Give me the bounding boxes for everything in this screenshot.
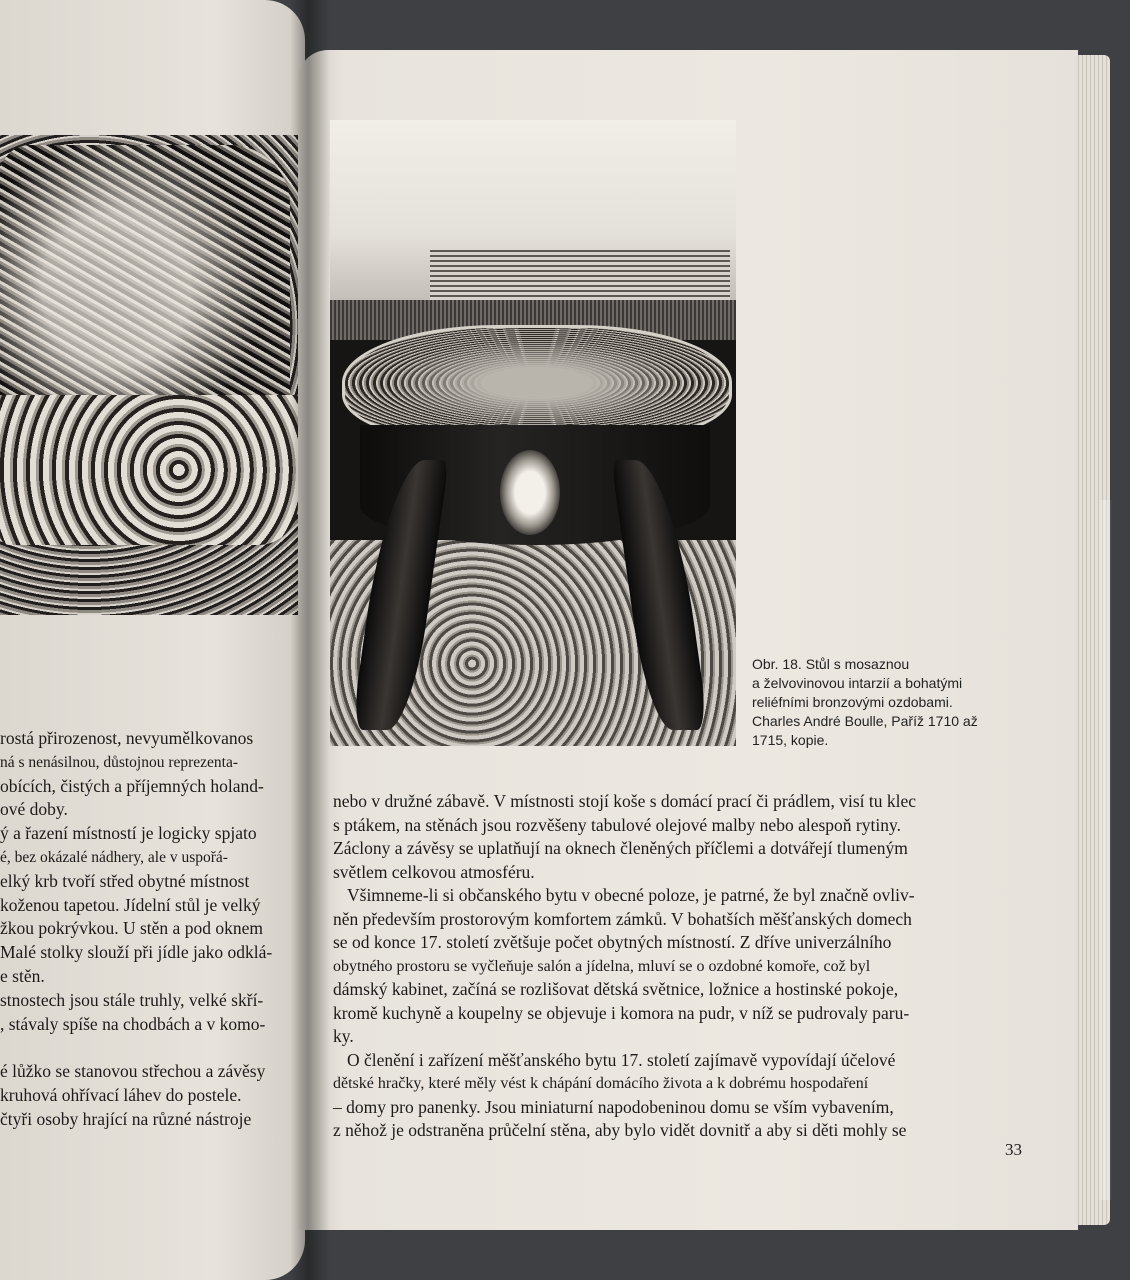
text-line: ové doby. (0, 799, 68, 820)
text-line: s ptákem, na stěnách jsou rozvěšeny tabulové olejové malby nebo alespoň rytiny. (333, 814, 901, 835)
text-line: Všimneme-li si občanského bytu v obecné poloze, je patrné, že byl značně ovliv- (347, 885, 915, 905)
caption-line: a želvovinovou intarzií a bohatými (752, 675, 963, 691)
text-line: elký krb tvoří střed obytné místnost (0, 870, 250, 891)
text-line: koženou tapetou. Jídelní stůl je velký (0, 894, 261, 915)
text-line: světlem celkovou atmosféru. (333, 861, 535, 882)
right-page-text (333, 790, 1023, 1143)
table-top (342, 325, 732, 441)
bronze-mount (500, 450, 560, 535)
text-line: žkou pokrývkou. U stěn a pod oknem (0, 918, 263, 939)
stacked-books (430, 250, 730, 305)
text-line: ý a řazení místností je logicky spjato (0, 823, 257, 844)
text-line: e stěn. (0, 965, 45, 986)
text-line: čtyři osoby hrající na různé nástroje (0, 1108, 252, 1129)
text-line: dětské hračky, které měly vést k chápání domácího života a k dobrému hospodaření (333, 1075, 869, 1092)
text-line: se od konce 17. století zvětšuje počet obytných místností. Z dříve univerzálního (333, 932, 892, 952)
left-page-text (0, 727, 305, 1132)
caption-line: Obr. 18. Stůl s mosaznou (752, 656, 910, 672)
text-line: O členění i zařízení měšťanského bytu 17. století zajímavě vypovídají účelové (347, 1049, 896, 1070)
caption-line: 1715, kopie. (752, 732, 829, 748)
sofa-seat-image (0, 395, 298, 545)
text-line: rostá přirozenost, nevyumělkovanos (0, 728, 254, 748)
caption-line: reliéfními bronzovými ozdobami. (752, 694, 953, 710)
sofa-photograph (0, 135, 298, 615)
text-line: stnostech jsou stále truhly, velké skří- (0, 989, 264, 1010)
text-line: kruhová ohřívací láhev do postele. (0, 1084, 242, 1105)
text-line: Záclony a závěsy se uplatňují na oknech členěných příčlemi a dotvářejí tlumeným (333, 838, 908, 858)
text-line: é, bez okázalé nádhery, ale v uspořá- (0, 848, 228, 866)
text-line: ky. (333, 1026, 354, 1046)
text-line: , stávaly spíše na chodbách a v komo- (0, 1013, 266, 1034)
text-line: kromě kuchyně a koupelny se objevuje i komora na pudr, v níž se pudrovaly paru- (333, 1002, 910, 1023)
text-line: – domy pro panenky. Jsou miniaturní napodobeninou domu se vším vybavením, (333, 1096, 894, 1117)
table-photograph (330, 120, 736, 746)
text-line: obících, čistých a příjemných holand- (0, 775, 264, 796)
text-line (0, 1036, 305, 1060)
text-line: Malé stolky slouží při jídle jako odklá- (0, 942, 273, 963)
text-line: dámský kabinet, začíná se rozlišovat dětská světnice, ložnice a hostinské pokoje, (333, 979, 899, 999)
text-line: nebo v družné zábavě. V místnosti stojí koše s domácí prací či prádlem, visí tu klec (333, 791, 917, 811)
page-number: 33 (1005, 1140, 1022, 1159)
text-line: obytného prostoru se vyčleňuje salón a jídelna, mluví se o ozdobné komoře, což byl (333, 957, 871, 975)
plastic-cover-sheen (1098, 500, 1112, 1200)
text-line: é lůžko se stanovou střechou a závěsy (0, 1061, 266, 1082)
text-line: ná s nenásilnou, důstojnou reprezenta- (0, 753, 239, 771)
figure-caption (752, 655, 1052, 750)
text-line: něn především prostorovým komfortem zámků. V bohatších měšťanských domech (333, 908, 912, 929)
caption-line: Charles André Boulle, Paříž 1710 až (752, 713, 978, 729)
text-line: z něhož je odstraněna průčelní stěna, aby bylo vidět dovnitř a aby si děti mohly se (333, 1120, 907, 1140)
